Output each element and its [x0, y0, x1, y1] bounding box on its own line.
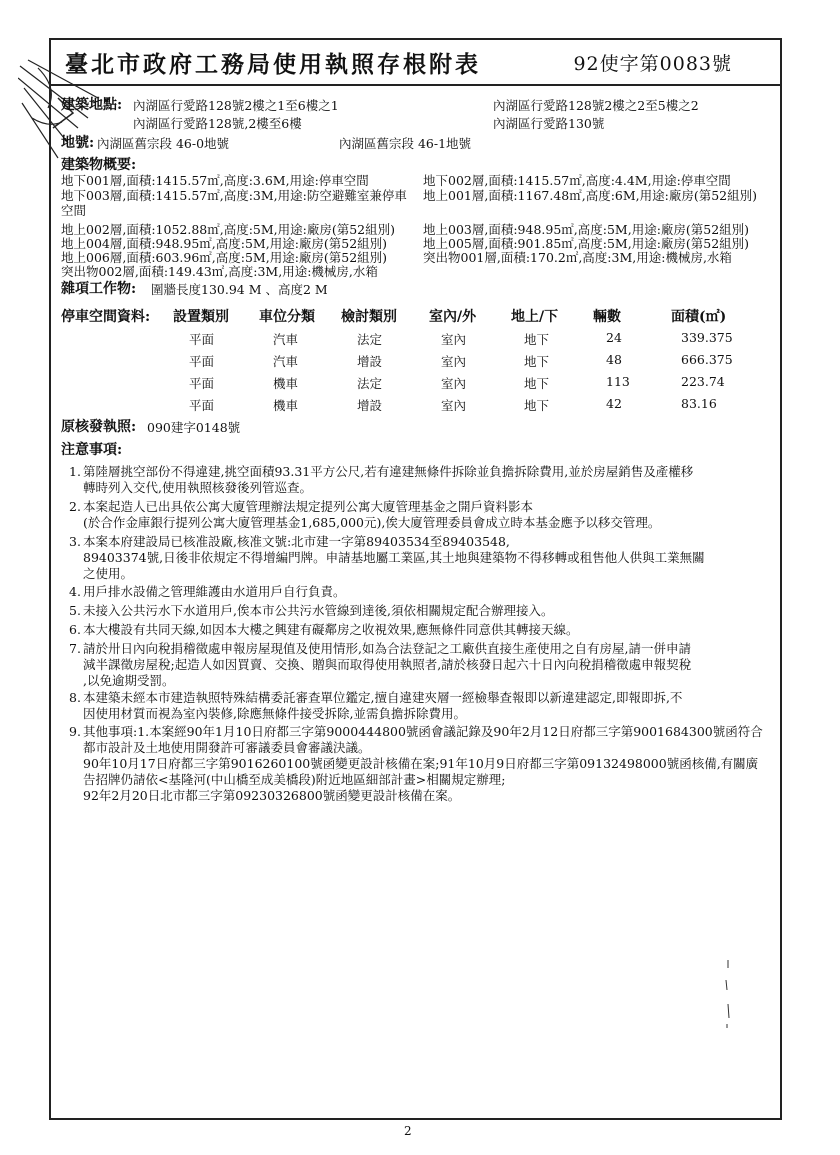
note-item: [69, 690, 783, 722]
overview-line-right: 突出物001層,面積:170.2㎡,高度:3M,用途:機械房,水箱: [423, 250, 732, 265]
parking-cell: 地下: [524, 332, 550, 347]
note-line: (於合作金庫銀行提列公寓大廈管理基金1,685,000元),俟大廈管理委員會成立時本基金應予以移交管理。: [83, 515, 661, 530]
note-number: 8.: [69, 690, 81, 705]
note-number: 7.: [69, 641, 81, 656]
note-line: 本案本府建設局已核准設廠,核准文號:北市建一字第89403534至89403548,: [83, 534, 510, 549]
note-line: 之使用。: [83, 566, 134, 581]
parking-header: 輛數: [593, 309, 621, 325]
note-item: [69, 464, 783, 496]
parking-header: 檢討類別: [341, 309, 397, 325]
note-line: 未接入公共污水下水道用戶,俟本市公共污水管線到達後,須依相關規定配合辦理接入。: [83, 603, 554, 618]
page-number: 2: [404, 1124, 412, 1138]
parking-cell: 平面: [189, 332, 215, 347]
parking-cell: 24: [606, 330, 622, 345]
address-line2-right: 內湖區行愛路130號: [493, 116, 605, 131]
overview-line-left: 地下003層,面積:1415.57㎡,高度:3M,用途:防空避難室兼停車: [61, 188, 407, 203]
parking-cell: 增設: [357, 398, 383, 413]
note-line: 本建築未經本市建造執照特殊結構委託審查單位鑑定,擅自違建夾層一經檢舉查報即以新違建認定,即報即拆,不: [83, 690, 683, 705]
note-number: 1.: [69, 464, 81, 479]
parking-cell: 113: [606, 374, 630, 389]
note-line: 減半課徵房屋稅;起造人如因買賣、交換、贈與而取得使用執照者,請於核發日起六十日內向稅捐稽徵處申報契稅: [83, 657, 692, 672]
parking-cell: 平面: [189, 354, 215, 369]
note-item: [69, 534, 783, 582]
overview-line-left: 地上002層,面積:1052.88㎡,高度:5M,用途:廠房(第52組別): [61, 222, 396, 237]
overview-line-left: 空間: [61, 203, 87, 218]
land-left: 內湖區舊宗段 46-0地號: [97, 136, 230, 151]
note-line: 92年2月20日北市都三字第09230326800號函變更設計核備在案。: [83, 788, 461, 803]
overview-line-left: 地上004層,面積:948.95㎡,高度:5M,用途:廠房(第52組別): [61, 236, 388, 251]
parking-cell: 平面: [189, 376, 215, 391]
document-title: 臺北市政府工務局使用執照存根附表: [65, 51, 481, 78]
parking-cell: 增設: [357, 354, 383, 369]
parking-cell: 地下: [524, 354, 550, 369]
overview-line-left: 地下001層,面積:1415.57㎡,高度:3.6M,用途:停車空間: [61, 173, 369, 188]
original-permit-value: 090建字0148號: [147, 420, 241, 435]
note-line: 其他事項:1.本案經90年1月10日府都三字第9000444800號函會議記錄及90年2月12日府都三字第9001684300號函符合: [83, 724, 763, 739]
parking-cell: 339.375: [681, 330, 733, 345]
parking-cell: 平面: [189, 398, 215, 413]
parking-cell: 汽車: [273, 332, 299, 347]
parking-header: 設置類別: [173, 309, 229, 325]
note-line: 本大樓設有共同天線,如因本大樓之興建有礙鄰房之收視效果,應無條件同意供其轉接天線。: [83, 622, 579, 637]
note-item: [69, 622, 783, 638]
document-frame: [49, 38, 782, 1120]
note-item: [69, 641, 783, 689]
note-item: [69, 584, 783, 600]
parking-header: 室內/外: [429, 309, 477, 325]
parking-header: 地上/下: [511, 309, 559, 325]
overview-line-left: 突出物002層,面積:149.43㎡,高度:3M,用途:機械房,水箱: [61, 264, 378, 279]
note-number: 2.: [69, 499, 81, 514]
note-number: 5.: [69, 603, 81, 618]
parking-cell: 83.16: [681, 396, 717, 411]
parking-cell: 室內: [441, 398, 467, 413]
parking-cell: 666.375: [681, 352, 733, 367]
address-line1-left: 內湖區行愛路128號2樓之1至6樓之1: [133, 98, 339, 113]
parking-cell: 汽車: [273, 354, 299, 369]
parking-cell: 223.74: [681, 374, 725, 389]
address-label: 建築地點:: [61, 97, 123, 113]
note-line: 告招牌仍請依<基隆河(中山橋至成美橋段)附近地區細部計畫>相關規定辦理;: [83, 772, 506, 787]
parking-cell: 法定: [357, 376, 383, 391]
overview-line-left: 地上006層,面積:603.96㎡,高度:5M,用途:廠房(第52組別): [61, 250, 388, 265]
overview-line-right: 地上001層,面積:1167.48㎡,高度:6M,用途:廠房(第52組別): [423, 188, 758, 203]
parking-cell: 機車: [273, 376, 299, 391]
parking-header: 車位分類: [259, 309, 315, 325]
original-permit-label: 原核發執照:: [61, 419, 137, 435]
note-line: 第陸層挑空部份不得違建,挑空面積93.31平方公尺,若有違建無條件拆除並負擔拆除費用,並於房屋銷售及產權移: [83, 464, 694, 479]
note-line: 90年10月17日府都三字第9016260100號函變更設計核備在案;91年10月9日府都三字第09132498000號函核備,有關廣: [83, 756, 759, 771]
note-line: 請於卅日內向稅捐稽徵處申報房屋現值及使用情形,如為合法登記之工廠供直接生產使用之自有房屋,請一併申請: [83, 641, 691, 656]
overview-line-right: 地上005層,面積:901.85㎡,高度:5M,用途:廠房(第52組別): [423, 236, 750, 251]
parking-cell: 機車: [273, 398, 299, 413]
parking-cell: 室內: [441, 376, 467, 391]
land-right: 內湖區舊宗段 46-1地號: [339, 136, 472, 151]
overview-label: 建築物概要:: [61, 157, 137, 173]
note-line: 因使用材質而視為室內裝修,除應無條件接受拆除,並需負擔拆除費用。: [83, 706, 466, 721]
note-line: 89403374號,日後非依規定不得增編門牌。申請基地屬工業區,其土地與建築物不得移轉或租售他人供與工業無關: [83, 550, 705, 565]
title-row: [51, 40, 780, 86]
overview-line-right: 地下002層,面積:1415.57㎡,高度:4.4M,用途:停車空間: [423, 173, 731, 188]
note-number: 6.: [69, 622, 81, 637]
parking-cell: 地下: [524, 398, 550, 413]
misc-value: 圍牆長度130.94 M 、高度2 M: [151, 282, 328, 297]
address-line2-left: 內湖區行愛路128號,2樓至6樓: [133, 116, 302, 131]
parking-cell: 48: [606, 352, 622, 367]
parking-cell: 室內: [441, 354, 467, 369]
note-line: 用戶排水設備之管理維護由水道用戶自行負責。: [83, 584, 346, 599]
note-item: [69, 724, 783, 804]
parking-label: 停車空間資料:: [61, 309, 151, 325]
address-line1-right: 內湖區行愛路128號2樓之2至5樓之2: [493, 98, 699, 113]
parking-header: 面積(㎡): [671, 309, 727, 325]
parking-cell: 法定: [357, 332, 383, 347]
misc-label: 雜項工作物:: [61, 281, 137, 297]
note-item: [69, 499, 783, 531]
note-line: 轉時列入交代,使用執照核發後列管巡查。: [83, 480, 312, 495]
note-line: ,以免逾期受罰。: [83, 673, 175, 688]
note-item: [69, 603, 783, 619]
parking-cell: 室內: [441, 332, 467, 347]
note-number: 9.: [69, 724, 81, 739]
parking-cell: 42: [606, 396, 622, 411]
permit-number: 92使字第0083號: [573, 53, 732, 75]
land-label: 地號:: [61, 135, 95, 151]
note-line: 都市設計及土地使用開發許可審議委員會審議決議。: [83, 740, 371, 755]
overview-line-right: 地上003層,面積:948.95㎡,高度:5M,用途:廠房(第52組別): [423, 222, 750, 237]
note-line: 本案起造人已出具依公寓大廈管理辦法規定提列公寓大廈管理基金之開戶資料影本: [83, 499, 534, 514]
notes-label: 注意事項:: [61, 442, 123, 458]
parking-cell: 地下: [524, 376, 550, 391]
note-number: 4.: [69, 584, 81, 599]
note-number: 3.: [69, 534, 81, 549]
